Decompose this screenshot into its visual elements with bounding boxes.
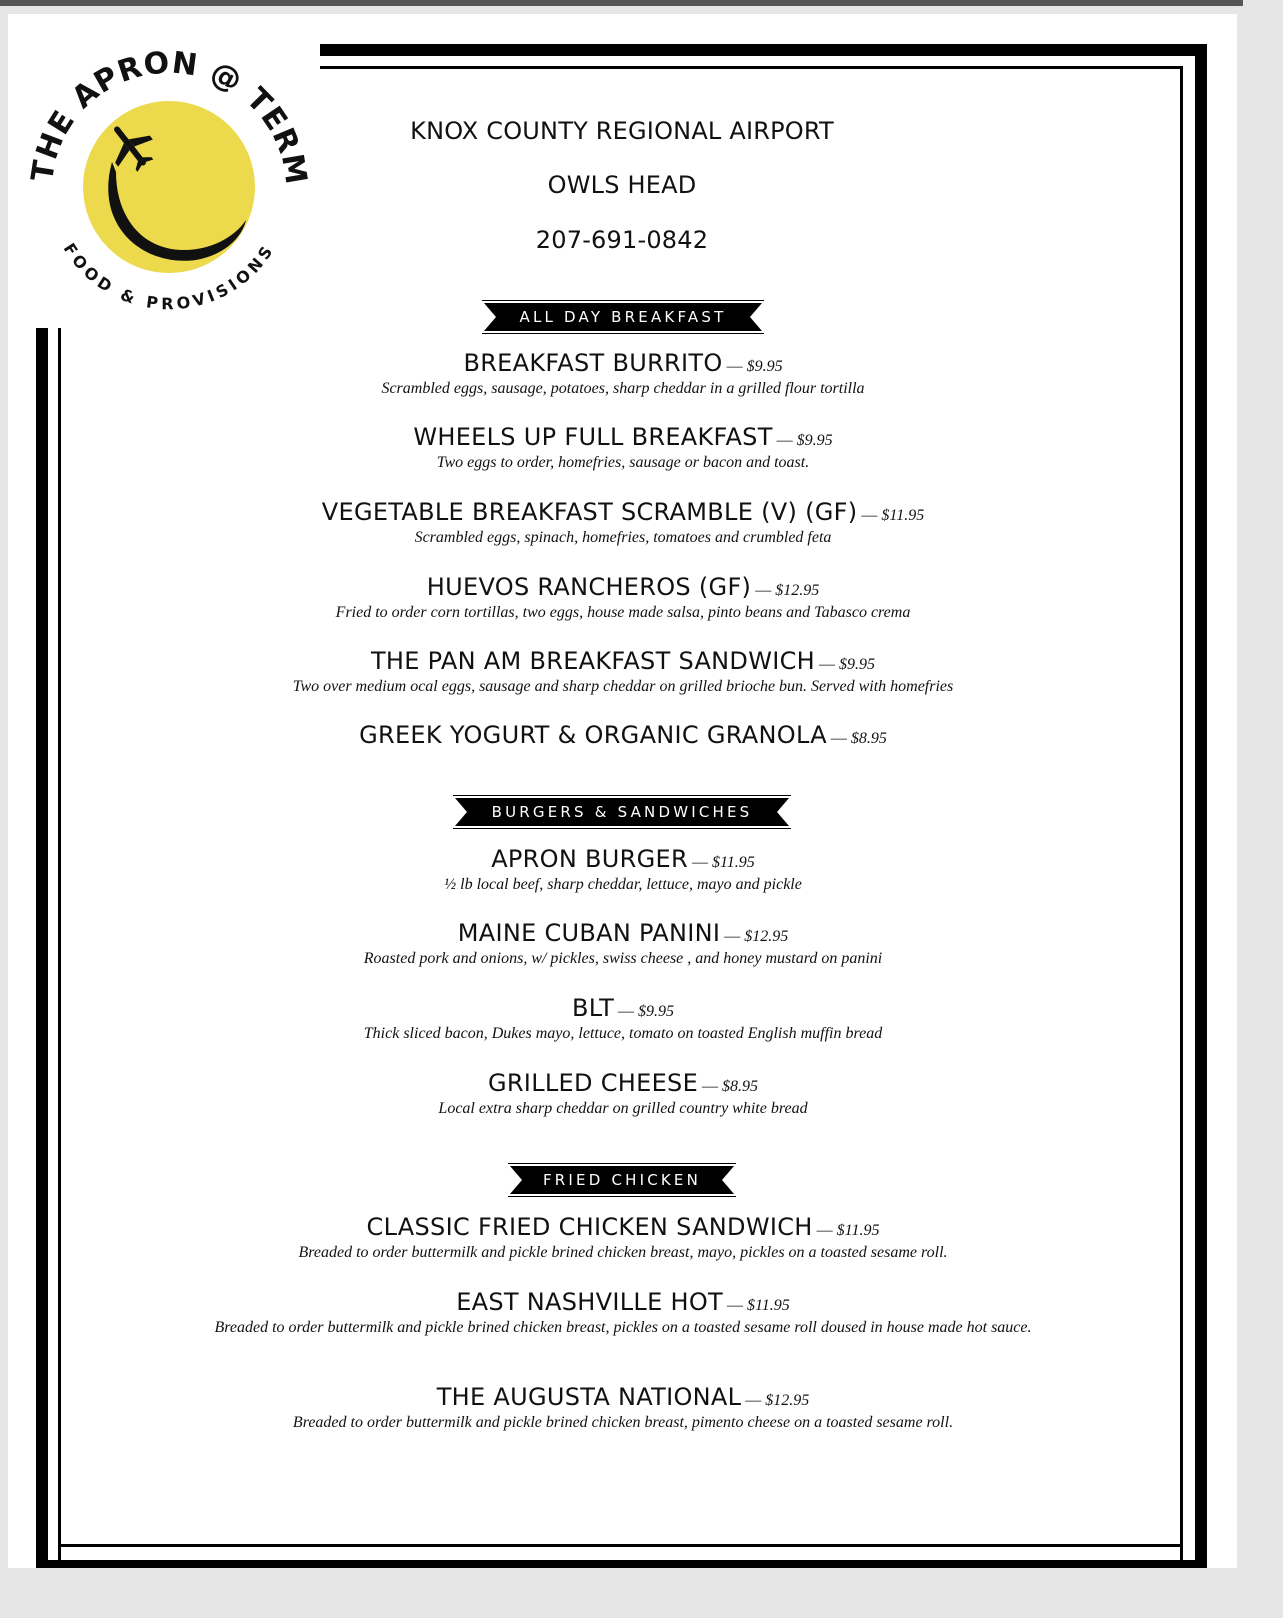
item-price: $8.95	[850, 730, 887, 747]
item-description: Scrambled eggs, spinach, homefries, tomatoes and crumbled feta	[414, 529, 832, 546]
item-price: $9.95	[746, 358, 783, 375]
menu-item: EAST NASHVILLE HOT — $11.95 Breaded to order buttermilk and pickle brined chicken breast, pickles on a toasted sesame roll doused in house made hot sauce.	[128, 1287, 1118, 1339]
section-title: ALL DAY BREAKFAST	[519, 308, 727, 326]
item-description: Breaded to order buttermilk and pickle brined chicken breast, pickles on a toasted sesame roll doused in house made hot sauce.	[214, 1319, 1032, 1336]
item-description: Two eggs to order, homefries, sausage or bacon and toast.	[436, 454, 810, 471]
item-description: Breaded to order buttermilk and pickle brined chicken breast, mayo, pickles on a toasted sesame roll.	[298, 1244, 948, 1261]
item-name: APRON BURGER	[491, 845, 688, 873]
logo-graphic	[24, 42, 314, 332]
item-price: $11.95	[881, 507, 925, 524]
menu-item: GREEK YOGURT & ORGANIC GRANOLA — $8.95	[359, 721, 887, 749]
frame-top-thick	[320, 44, 1207, 56]
item-price: $11.95	[711, 854, 755, 871]
menu-item: CLASSIC FRIED CHICKEN SANDWICH — $11.95 Breaded to order buttermilk and pickle brined chicken breast, mayo, pickles on a toasted sesame roll.	[128, 1212, 1118, 1264]
menu-item: HUEVOS RANCHEROS (GF) — $12.95 Fried to order corn tortillas, two eggs, house made salsa, pinto beans and Tabasco crema	[128, 572, 1118, 624]
item-price: $9.95	[638, 1003, 675, 1020]
item-price: $9.95	[796, 432, 833, 449]
item-name: BLT	[571, 994, 615, 1022]
menu-item: THE PAN AM BREAKFAST SANDWICH — $9.95 Two over medium ocal eggs, sausage and sharp cheddar on grilled brioche bun. Served with homefries	[128, 646, 1118, 698]
frame-right-thin	[1180, 66, 1183, 1568]
airport-name: KNOX COUNTY REGIONAL AIRPORT	[410, 117, 834, 145]
item-name: BREAKFAST BURRITO	[463, 349, 723, 377]
menu-item: BREAKFAST BURRITO — $9.95 Scrambled eggs, sausage, potatoes, sharp cheddar in a grilled flour tortilla	[128, 348, 1118, 400]
item-description: Breaded to order buttermilk and pickle brined chicken breast, pimento cheese on a toasted sesame roll.	[292, 1414, 954, 1431]
section-banner-breakfast	[482, 300, 764, 334]
frame-bottom-thin	[58, 1544, 1183, 1547]
item-description: Fried to order corn tortillas, two eggs, house made salsa, pinto beans and Tabasco crema	[335, 604, 911, 621]
item-description: Local extra sharp cheddar on grilled country white bread	[438, 1100, 808, 1117]
item-price: $8.95	[722, 1078, 759, 1095]
item-price: $12.95	[744, 928, 789, 945]
item-price: $12.95	[775, 582, 820, 599]
menu-item: BLT — $9.95 Thick sliced bacon, Dukes mayo, lettuce, tomato on toasted English muffin bread	[128, 993, 1118, 1045]
item-price: $11.95	[836, 1222, 880, 1239]
item-name: GREEK YOGURT & ORGANIC GRANOLA	[359, 721, 827, 749]
item-name: CLASSIC FRIED CHICKEN SANDWICH	[366, 1213, 813, 1241]
frame-left-thick	[36, 328, 48, 1568]
frame-bottom-thick	[36, 1560, 1207, 1568]
item-price: $12.95	[765, 1392, 810, 1409]
section-banner-chicken	[508, 1163, 736, 1197]
section-banner-burgers	[453, 795, 791, 829]
menu-item: WHEELS UP FULL BREAKFAST — $9.95 Two eggs to order, homefries, sausage or bacon and toast.	[128, 422, 1118, 474]
item-name: HUEVOS RANCHEROS (GF)	[426, 573, 752, 601]
item-description: Thick sliced bacon, Dukes mayo, lettuce, tomato on toasted English muffin bread	[363, 1025, 883, 1042]
menu-item: APRON BURGER — $11.95 ½ lb local beef, sharp cheddar, lettuce, mayo and pickle	[128, 844, 1118, 896]
item-name: MAINE CUBAN PANINI	[457, 919, 721, 947]
item-description: Roasted pork and onions, w/ pickles, swiss cheese , and honey mustard on panini	[363, 950, 883, 967]
frame-top-thin	[320, 66, 1183, 69]
menu-item: THE AUGUSTA NATIONAL — $12.95 Breaded to order buttermilk and pickle brined chicken breast, pimento cheese on a toasted sesame roll.	[128, 1382, 1118, 1434]
frame-left-thin	[58, 328, 61, 1568]
viewer-top-bar	[0, 0, 1243, 6]
menu-page	[8, 14, 1237, 1568]
item-price: $11.95	[746, 1297, 790, 1314]
item-description: Scrambled eggs, sausage, potatoes, sharp cheddar in a grilled flour tortilla	[381, 380, 865, 397]
menu-item: GRILLED CHEESE — $8.95 Local extra sharp cheddar on grilled country white bread	[128, 1068, 1118, 1120]
item-description: ½ lb local beef, sharp cheddar, lettuce, mayo and pickle	[444, 876, 802, 893]
logo-sub-text: FOOD & PROVISIONS	[59, 239, 279, 314]
item-price: $9.95	[839, 656, 876, 673]
item-name: WHEELS UP FULL BREAKFAST	[413, 423, 773, 451]
menu-item: VEGETABLE BREAKFAST SCRAMBLE (V) (GF) — $11.95 Scrambled eggs, spinach, homefries, tomatoes and crumbled feta	[128, 497, 1118, 549]
frame-right-thick	[1195, 44, 1207, 1568]
item-name: EAST NASHVILLE HOT	[456, 1288, 723, 1316]
item-name: GRILLED CHEESE	[487, 1069, 699, 1097]
item-name: VEGETABLE BREAKFAST SCRAMBLE (V) (GF)	[321, 498, 858, 526]
section-title: BURGERS & SANDWICHES	[491, 803, 753, 821]
menu-item: MAINE CUBAN PANINI — $12.95 Roasted pork and onions, w/ pickles, swiss cheese , and honey mustard on panini	[128, 918, 1118, 970]
logo	[24, 42, 314, 332]
airport-location: OWLS HEAD	[547, 171, 697, 199]
item-description: Two over medium ocal eggs, sausage and sharp cheddar on grilled brioche bun. Served with homefries	[292, 678, 954, 695]
item-name: THE AUGUSTA NATIONAL	[436, 1383, 742, 1411]
phone-number: 207-691-0842	[535, 226, 709, 254]
item-name: THE PAN AM BREAKFAST SANDWICH	[370, 647, 816, 675]
logo-ring-text: THE APRON @ TERM	[25, 45, 314, 188]
section-title: FRIED CHICKEN	[542, 1171, 702, 1189]
